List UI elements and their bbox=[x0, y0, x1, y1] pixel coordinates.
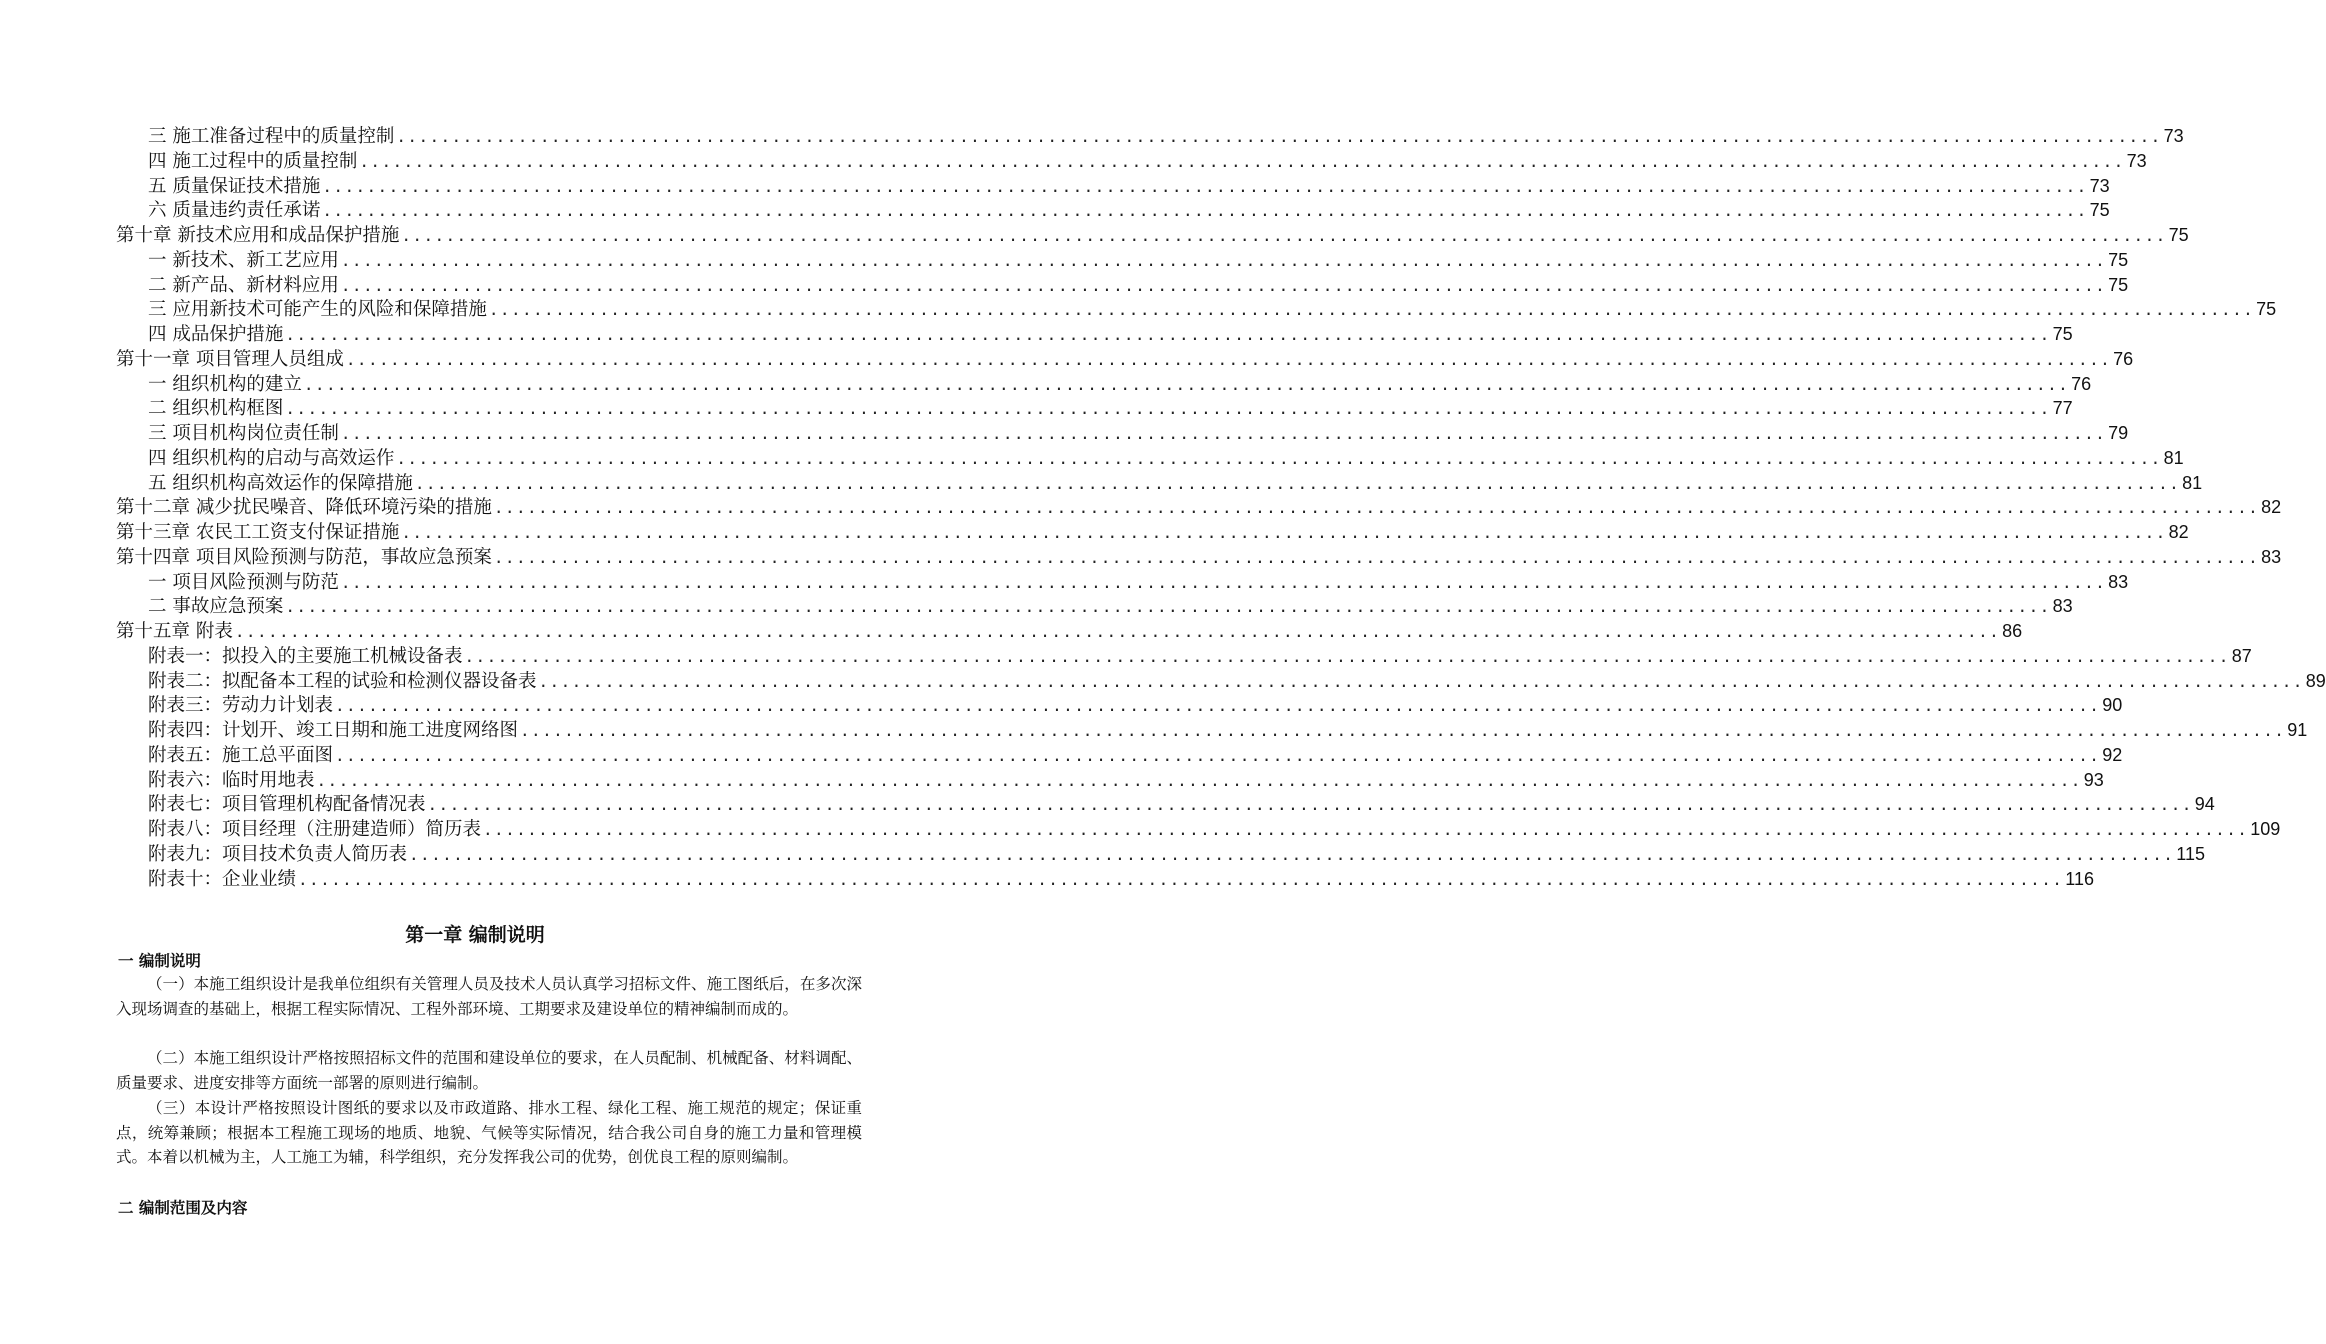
toc-leader-dots: ................................................................................................................................................................ bbox=[285, 325, 2051, 344]
toc-leader-dots: ................................................................................................................................................................ bbox=[234, 622, 2001, 641]
toc-entry-page: 75 bbox=[2256, 299, 2277, 320]
toc-entry-page: 83 bbox=[2261, 546, 2282, 567]
toc-entry-page: 73 bbox=[2089, 175, 2110, 196]
toc-leader-dots: ................................................................................................................................................................ bbox=[340, 275, 2107, 295]
toc-entry[interactable] bbox=[116, 347, 2134, 372]
toc-entry-page: 83 bbox=[2108, 571, 2129, 592]
toc-entry-label: 四 组织机构的启动与高效运作 bbox=[148, 447, 395, 469]
toc-leader-dots: ................................................................................................................................................................ bbox=[298, 869, 2064, 889]
toc-entry-label: 一 新技术、新工艺应用 bbox=[148, 249, 339, 271]
section-title-1: 一 编制说明 bbox=[118, 952, 201, 970]
toc-leader-dots: ................................................................................................................................................................ bbox=[359, 151, 2125, 171]
toc-entry-page: 81 bbox=[2163, 447, 2184, 468]
toc-entry-label: 第十一章 项目管理人员组成 bbox=[116, 348, 344, 370]
toc-entry-label: 第十三章 农民工工资支付保证措施 bbox=[116, 522, 400, 543]
toc-entry-label: 一 项目风险预测与防范 bbox=[148, 571, 339, 593]
toc-entry-page: 92 bbox=[2102, 744, 2123, 765]
toc-entry-label: 三 项目机构岗位责任制 bbox=[148, 423, 339, 444]
toc-entry-label: 二 组织机构框图 bbox=[148, 398, 284, 420]
toc-entry[interactable] bbox=[148, 174, 2110, 199]
paragraph-3: （三）本设计严格按照设计图纸的要求以及市政道路、排水工程、绿化工程、施工规范的规定；保证重点，统筹兼顾；根据本工程施工现场的地质、地貌、气候等实际情况，结合我公司自身的施工力量和管理模式。本着以机械为主，人工施工为辅，科学组织，充分发挥我公司的优势，创优良工程的原则编制。 bbox=[116, 1099, 862, 1167]
toc-leader-dots: ................................................................................................................................................................ bbox=[340, 250, 2107, 270]
toc-entry[interactable] bbox=[148, 594, 2073, 619]
toc-leader-dots: ................................................................................................................................................................ bbox=[335, 745, 2101, 765]
toc-leader-dots: ................................................................................................................................................................ bbox=[340, 424, 2107, 443]
toc-entry[interactable] bbox=[116, 619, 2023, 644]
toc-leader-dots: ................................................................................................................................................................ bbox=[401, 523, 2167, 542]
toc-entry-page: 75 bbox=[2108, 274, 2129, 295]
toc-entry[interactable] bbox=[148, 693, 2123, 718]
toc-entry-label: 附表五：施工总平面图 bbox=[148, 744, 334, 766]
toc-entry-page: 91 bbox=[2287, 720, 2308, 740]
toc-entry-label: 三 应用新技术可能产生的风险和保障措施 bbox=[148, 299, 487, 321]
toc-leader-dots: ................................................................................................................................................................ bbox=[427, 795, 2193, 815]
toc-entry-page: 75 bbox=[2168, 225, 2189, 245]
toc-entry-label: 二 新产品、新材料应用 bbox=[148, 274, 339, 296]
toc-leader-dots: ................................................................................................................................................................ bbox=[493, 498, 2260, 518]
toc-entry-page: 79 bbox=[2108, 423, 2129, 443]
toc-entry-page: 75 bbox=[2108, 249, 2129, 270]
toc-entry[interactable] bbox=[148, 817, 2281, 842]
toc-entry[interactable] bbox=[148, 570, 2129, 595]
toc-leader-dots: ................................................................................................................................................................ bbox=[335, 696, 2101, 716]
toc-entry[interactable] bbox=[148, 644, 2252, 669]
toc-leader-dots: ................................................................................................................................................................ bbox=[538, 671, 2304, 691]
toc-leader-dots: ................................................................................................................................................................ bbox=[303, 374, 2070, 394]
toc-entry[interactable] bbox=[148, 669, 2326, 694]
toc-entry-page: 73 bbox=[2163, 126, 2184, 146]
toc-entry-label: 附表二：拟配备本工程的试验和检测仪器设备表 bbox=[148, 670, 537, 692]
toc-entry[interactable] bbox=[148, 446, 2184, 471]
toc-entry-label: 六 质量违约责任承诺 bbox=[148, 200, 321, 222]
toc-leader-dots: ................................................................................................................................................................ bbox=[488, 300, 2255, 320]
toc-entry-page: 76 bbox=[2071, 373, 2092, 394]
toc-leader-dots: ................................................................................................................................................................ bbox=[409, 844, 2175, 864]
toc-entry-page: 115 bbox=[2176, 843, 2205, 864]
toc-entry[interactable] bbox=[148, 867, 2094, 892]
toc-entry[interactable] bbox=[148, 248, 2129, 273]
toc-entry[interactable] bbox=[148, 297, 2277, 322]
section-title-2: 二 编制范围及内容 bbox=[118, 1199, 248, 1217]
toc-entry-label: 附表六：临时用地表 bbox=[148, 769, 315, 791]
toc-entry[interactable] bbox=[148, 718, 2308, 743]
toc-entry-label: 第十五章 附表 bbox=[116, 621, 233, 642]
toc-entry-page: 109 bbox=[2250, 819, 2281, 839]
paragraph-2: （二）本施工组织设计严格按照招标文件的范围和建设单位的要求，在人员配制、机械配备、材料调配、质量要求、进度安排等方面统一部署的原则进行编制。 bbox=[116, 1049, 862, 1092]
toc-entry-label: 第十章 新技术应用和成品保护措施 bbox=[116, 225, 400, 246]
toc-entry[interactable] bbox=[116, 495, 2282, 520]
toc-leader-dots: ................................................................................................................................................................ bbox=[322, 176, 2088, 196]
toc-entry-page: 75 bbox=[2089, 200, 2110, 221]
toc-leader-dots: ................................................................................................................................................................ bbox=[285, 399, 2051, 419]
toc-entry[interactable] bbox=[148, 421, 2129, 446]
toc-entry-label: 附表四：计划开、竣工日期和施工进度网络图 bbox=[148, 720, 519, 741]
toc-entry-label: 四 施工过程中的质量控制 bbox=[148, 150, 358, 172]
toc-entry-page: 87 bbox=[2231, 645, 2252, 666]
toc-leader-dots: ................................................................................................................................................................ bbox=[316, 770, 2082, 790]
toc-leader-dots: ................................................................................................................................................................ bbox=[345, 349, 2112, 369]
toc-entry-label: 第十二章 减少扰民噪音、降低环境污染的措施 bbox=[116, 497, 492, 519]
toc-entry-page: 81 bbox=[2182, 472, 2203, 493]
toc-leader-dots: ................................................................................................................................................................ bbox=[414, 473, 2181, 493]
toc-entry-page: 77 bbox=[2052, 398, 2073, 419]
toc-entry[interactable] bbox=[148, 396, 2073, 421]
toc-entry-label: 附表八：项目经理（注册建造师）简历表 bbox=[148, 819, 482, 840]
toc-leader-dots: ................................................................................................................................................................ bbox=[401, 226, 2167, 245]
toc-entry-page: 83 bbox=[2052, 596, 2073, 617]
toc-entry[interactable] bbox=[148, 743, 2123, 768]
toc-leader-dots: ................................................................................................................................................................ bbox=[483, 820, 2249, 839]
toc-entry-label: 附表十：企业业绩 bbox=[148, 868, 297, 890]
paragraph-1: （一）本施工组织设计是我单位组织有关管理人员及技术人员认真学习招标文件、施工图纸后，在多次深入现场调查的基础上，根据工程实际情况、工程外部环境、工期要求及建设单位的精神编制而成的。 bbox=[116, 975, 862, 1018]
toc-entry[interactable] bbox=[148, 792, 2215, 817]
toc-entry-label: 五 质量保证技术措施 bbox=[148, 175, 321, 197]
chapter-title: 第一章 编制说明 bbox=[405, 924, 545, 946]
toc-entry-label: 二 事故应急预案 bbox=[148, 596, 284, 618]
toc-entry-page: 89 bbox=[2305, 670, 2326, 691]
toc-entry[interactable] bbox=[148, 124, 2184, 149]
toc-entry-page: 90 bbox=[2102, 695, 2123, 716]
toc-entry[interactable] bbox=[148, 198, 2110, 223]
toc-entry-page: 82 bbox=[2168, 522, 2189, 542]
toc-leader-dots: ................................................................................................................................................................ bbox=[322, 201, 2088, 221]
toc-leader-dots: ................................................................................................................................................................ bbox=[340, 572, 2107, 592]
toc-entry-label: 三 施工准备过程中的质量控制 bbox=[148, 126, 395, 147]
toc-entry-page: 94 bbox=[2194, 794, 2215, 815]
toc-leader-dots: ................................................................................................................................................................ bbox=[285, 597, 2051, 617]
toc-entry-label: 五 组织机构高效运作的保障措施 bbox=[148, 472, 413, 494]
toc-leader-dots: ................................................................................................................................................................ bbox=[493, 547, 2260, 567]
toc-entry-label: 附表九：项目技术负责人简历表 bbox=[148, 843, 408, 865]
toc-entry[interactable] bbox=[116, 223, 2189, 248]
toc-entry[interactable] bbox=[148, 372, 2092, 397]
toc-entry[interactable] bbox=[148, 322, 2073, 347]
toc-entry-page: 76 bbox=[2113, 348, 2134, 369]
toc-leader-dots: ................................................................................................................................................................ bbox=[396, 448, 2162, 468]
toc-entry-page: 93 bbox=[2083, 769, 2104, 790]
toc-entry-page: 73 bbox=[2126, 150, 2147, 171]
toc-leader-dots: ................................................................................................................................................................ bbox=[396, 127, 2162, 146]
toc-entry-page: 82 bbox=[2261, 497, 2282, 518]
toc-entry-label: 四 成品保护措施 bbox=[148, 324, 284, 345]
toc-entry-page: 86 bbox=[2002, 621, 2023, 641]
toc-leader-dots: ................................................................................................................................................................ bbox=[464, 646, 2230, 666]
toc-entry-label: 附表一：拟投入的主要施工机械设备表 bbox=[148, 645, 463, 667]
toc-entry[interactable] bbox=[148, 768, 2104, 793]
toc-entry[interactable] bbox=[148, 471, 2203, 496]
toc-entry[interactable] bbox=[116, 545, 2282, 570]
toc-entry-label: 第十四章 项目风险预测与防范，事故应急预案 bbox=[116, 546, 492, 568]
toc-entry-label: 附表七：项目管理机构配备情况表 bbox=[148, 794, 426, 816]
toc-leader-dots: ................................................................................................................................................................ bbox=[520, 721, 2286, 740]
toc-entry[interactable] bbox=[148, 842, 2205, 867]
toc-entry[interactable] bbox=[116, 520, 2189, 545]
toc-entry[interactable] bbox=[148, 273, 2129, 298]
toc-entry-label: 附表三：劳动力计划表 bbox=[148, 695, 334, 717]
toc-entry[interactable] bbox=[148, 149, 2147, 174]
toc-entry-page: 116 bbox=[2065, 868, 2094, 889]
toc-entry-page: 75 bbox=[2052, 324, 2073, 344]
toc-entry-label: 一 组织机构的建立 bbox=[148, 373, 302, 395]
